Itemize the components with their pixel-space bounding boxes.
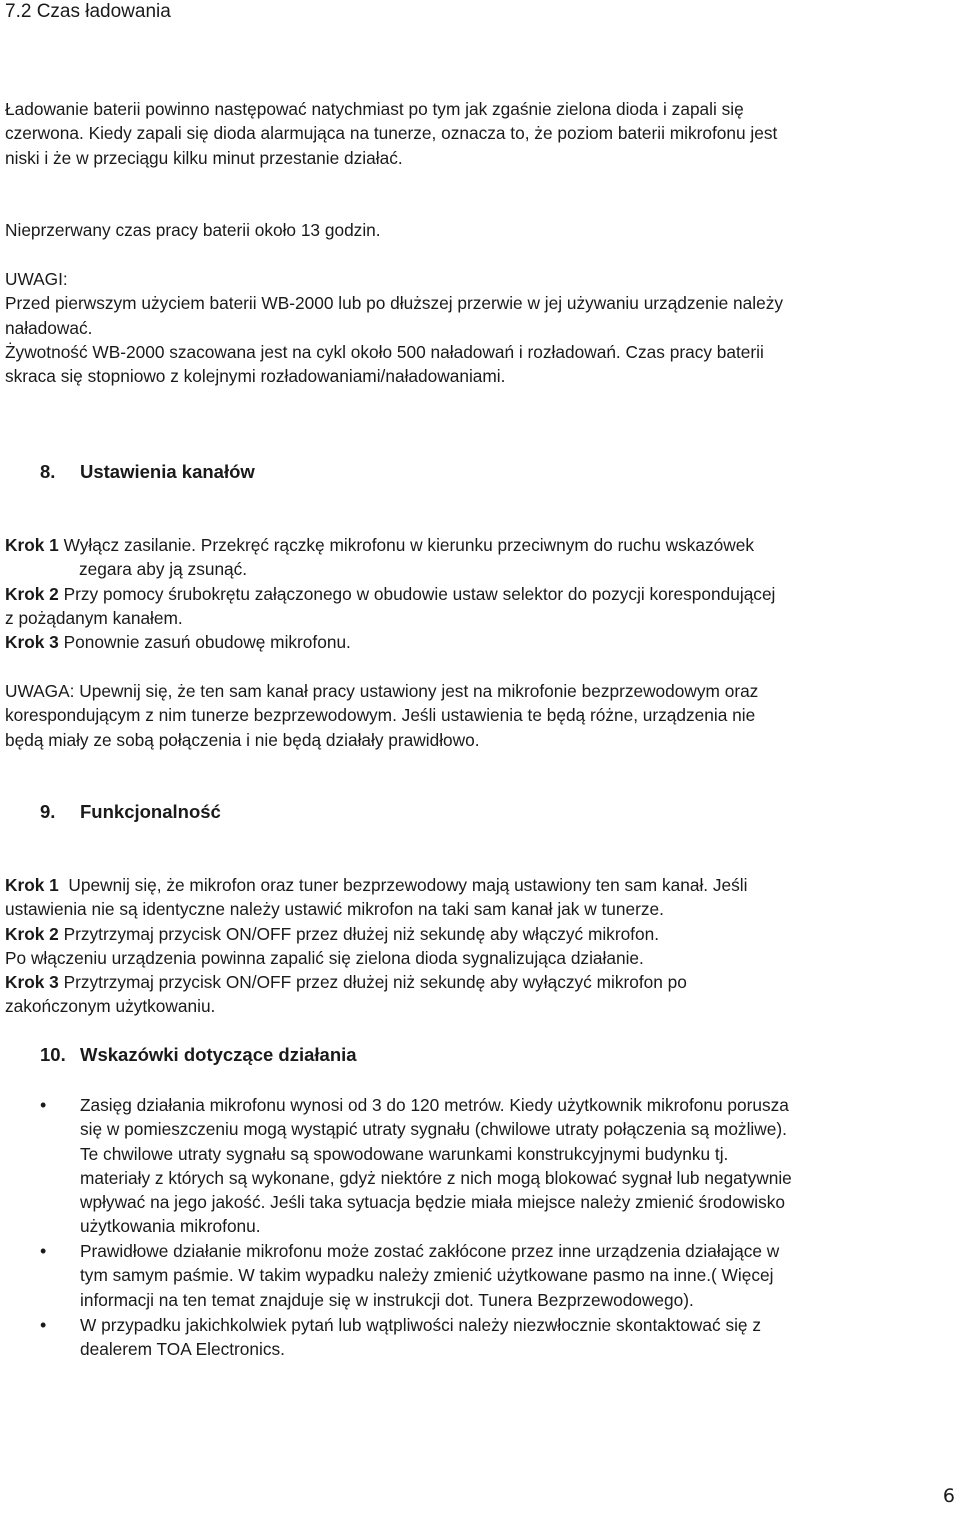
text-line: Prawidłowe działanie mikrofonu może zostać zakłócone przez inne urządzenia działające w <box>80 1241 780 1261</box>
section-9-title: Funkcjonalność <box>80 801 221 822</box>
step-3 <box>5 630 950 654</box>
step-2-continued: Po włączeniu urządzenia powinna zapalić się zielona dioda sygnalizująca działanie. <box>5 947 644 968</box>
step-text: Upewnij się, że mikrofon oraz tuner bezprzewodowy mają ustawiony ten sam kanał. Jeśli <box>68 875 748 895</box>
charging-paragraph <box>5 97 950 170</box>
text-line: informacji na ten temat znajduje się w instrukcji dot. Tunera Bezprzewodowego). <box>80 1289 694 1310</box>
notes-heading: UWAGI: <box>5 269 68 289</box>
list-item <box>80 1239 950 1312</box>
step-label: Krok 3 <box>5 972 59 993</box>
bullet-icon: • <box>40 1241 47 1261</box>
text-line: skraca się stopniowo z kolejnymi rozładowaniami/naładowaniami. <box>5 366 506 387</box>
section-8-number: 8. <box>40 461 56 482</box>
step-label: Krok 1 <box>5 875 59 895</box>
battery-runtime-text: Nieprzerwany czas pracy baterii około 13 godzin. <box>5 220 381 240</box>
channel-steps <box>5 533 950 654</box>
warning-paragraph <box>5 679 950 752</box>
text-line: użytkowania mikrofonu. <box>80 1216 261 1237</box>
step-1 <box>5 533 950 557</box>
section-8-title: Ustawienia kanałów <box>80 461 255 482</box>
text-line: czerwona. Kiedy zapali się dioda alarmująca na tunerze, oznacza to, że poziom baterii mikrofonu jest <box>5 123 778 144</box>
list-item <box>80 1093 950 1239</box>
text-line: korespondującym z nim tunerze bezprzewodowym. Jeśli ustawienia te będą różne, urządzenia nie <box>5 705 756 726</box>
text-line: Przed pierwszym użyciem baterii WB-2000 lub po dłuższej przerwie w jej używaniu urządzenie należy <box>5 293 783 314</box>
step-label: Krok 2 <box>5 583 59 604</box>
step-3-continued: zakończonym użytkowaniu. <box>5 996 216 1017</box>
text-line: W przypadku jakichkolwiek pytań lub wątpliwości należy niezwłocznie skontaktować się z <box>80 1315 761 1335</box>
text-line: tym samym paśmie. W takim wypadku należy zmienić użytkowane pasmo na inne.( Więcej <box>80 1265 774 1286</box>
step-label: Krok 1 <box>5 535 59 555</box>
page-number: 6 <box>942 1485 955 1507</box>
text-line: Te chwilowe utraty sygnału są spowodowane warunkami konstrukcyjnymi budynku tj. <box>80 1143 729 1164</box>
text-line: się w pomieszczeniu mogą wystąpić utraty sygnału (chwilowe utraty połączenia są możliwe). <box>80 1119 787 1140</box>
step-1-continued: ustawienia nie są identyczne należy ustawić mikrofon na taki sam kanał jak w tunerze. <box>5 899 664 920</box>
text-line: Zasięg działania mikrofonu wynosi od 3 do 120 metrów. Kiedy użytkownik mikrofonu porusza <box>80 1095 789 1115</box>
function-steps <box>5 873 950 1019</box>
step-text: Przytrzymaj przycisk ON/OFF przez dłużej niż sekundę aby włączyć mikrofon. <box>63 923 660 944</box>
step-text: Ponownie zasuń obudowę mikrofonu. <box>63 632 351 653</box>
step-text: Wyłącz zasilanie. Przekręć rączkę mikrofonu w kierunku przeciwnym do ruchu wskazówek <box>63 535 754 555</box>
text-line: niski i że w przeciągu kilku minut przestanie działać. <box>5 147 403 168</box>
step-text: Przytrzymaj przycisk ON/OFF przez dłużej niż sekundę aby wyłączyć mikrofon po <box>63 972 687 993</box>
notes-block <box>5 267 950 388</box>
text-line: UWAGA: Upewnij się, że ten sam kanał pracy ustawiony jest na mikrofonie bezprzewodowym oraz <box>5 681 759 701</box>
step-1 <box>5 873 950 897</box>
text-line: materiały z których są wykonane, gdyż niektóre z nich mogą blokować sygnał lub negatywnie <box>80 1167 792 1188</box>
section-7-2-title: 7.2 Czas ładowania <box>5 1 171 22</box>
section-10-number: 10. <box>40 1044 66 1065</box>
step-3 <box>5 970 950 994</box>
step-2 <box>5 922 950 946</box>
step-label: Krok 3 <box>5 632 59 653</box>
bullet-icon: • <box>40 1095 47 1115</box>
step-text: Przy pomocy śrubokrętu załączonego w obudowie ustaw selektor do pozycji korespondującej <box>63 583 776 604</box>
step-2-continued: z pożądanym kanałem. <box>5 607 183 628</box>
step-label: Krok 2 <box>5 923 59 944</box>
step-2 <box>5 582 950 606</box>
text-line: Ładowanie baterii powinno następować natychmiast po tym jak zgaśnie zielona dioda i zapali się <box>5 99 744 119</box>
bullet-icon: • <box>40 1315 47 1335</box>
text-line: dealerem TOA Electronics. <box>80 1339 285 1360</box>
step-1-continued: zegara aby ją zsunąć. <box>79 559 248 580</box>
list-item <box>80 1313 950 1362</box>
section-9-number: 9. <box>40 801 56 822</box>
text-line: Żywotność WB-2000 szacowana jest na cykl około 500 naładowań i rozładowań. Czas pracy baterii <box>5 341 764 362</box>
text-line: będą miały ze sobą połączenia i nie będą działały prawidłowo. <box>5 729 480 750</box>
text-line: naładować. <box>5 317 93 338</box>
section-10-title: Wskazówki dotyczące działania <box>80 1044 357 1065</box>
text-line: wpływać na jego jakość. Jeśli taka sytuacja będzie miała miejsce należy zmienić środowisko <box>80 1192 785 1213</box>
